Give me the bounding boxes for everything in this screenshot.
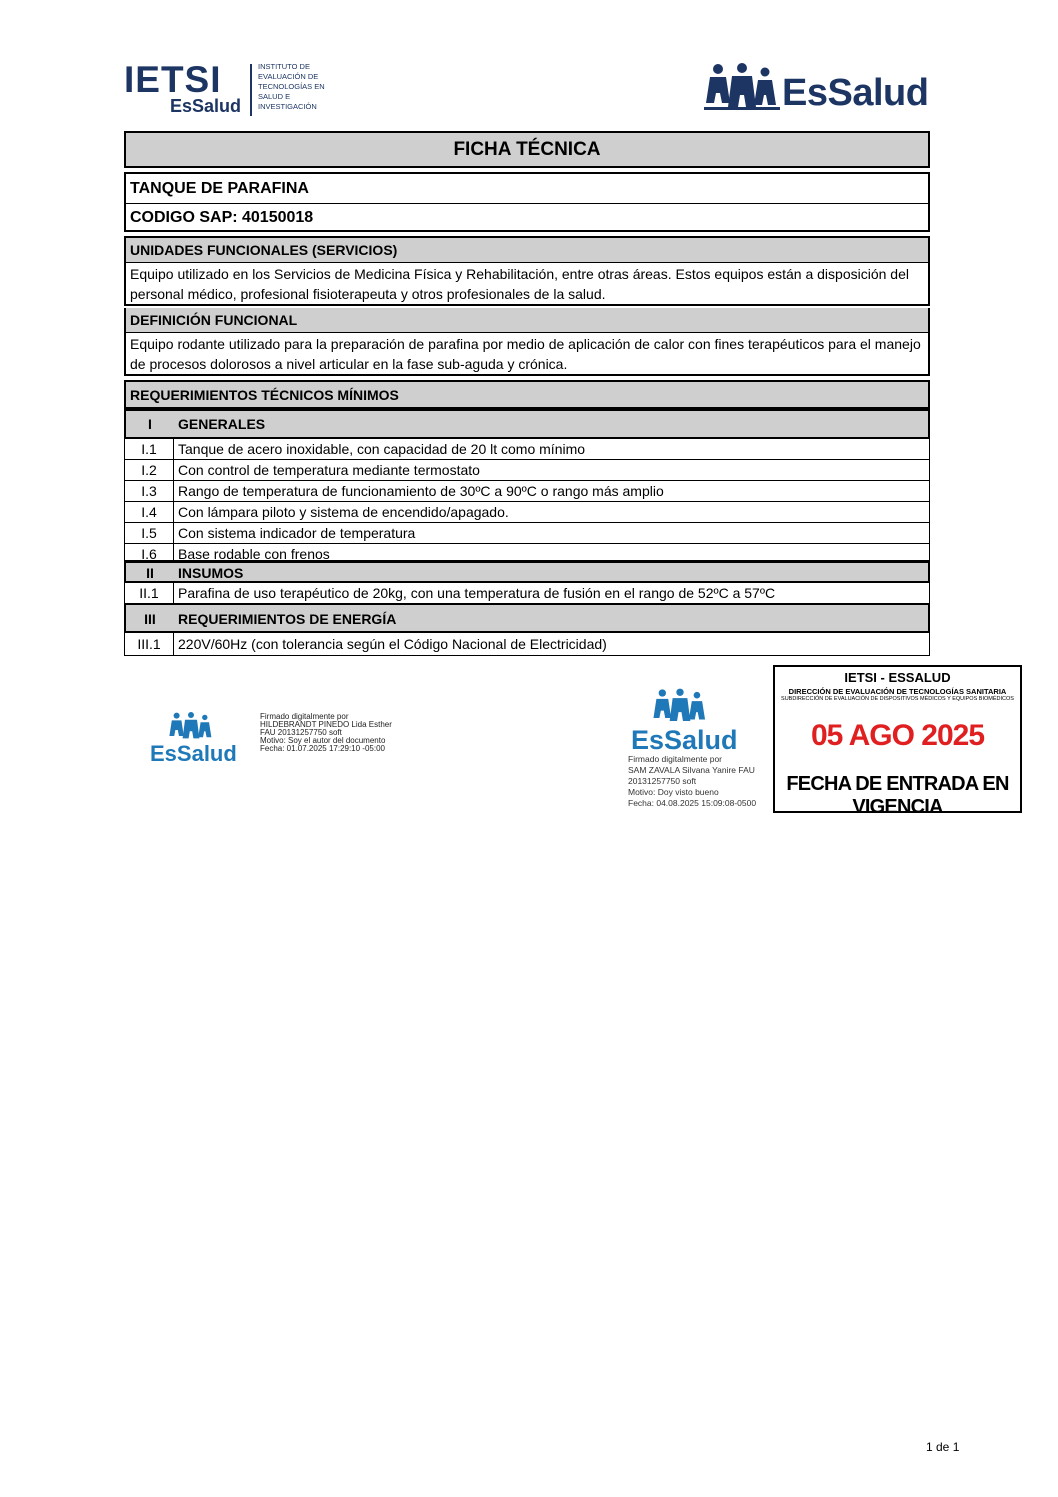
group-row-insumos xyxy=(124,561,930,583)
essalud-logo xyxy=(704,63,932,115)
signature-line: Motivo: Doy visto bueno xyxy=(628,787,719,797)
group-label: REQUERIMIENTOS DE ENERGÍA xyxy=(178,611,397,627)
ietsi-logo-subtitle xyxy=(258,62,358,112)
ietsi-logo xyxy=(124,59,354,118)
section-text: Equipo utilizado en los Servicios de Medicina Física y Rehabilitación, entre otras áreas. Estos equipos están a disposición del personal médico, profesional fisioterapeuta y otros profesionales de la salud. xyxy=(130,266,909,302)
ietsi-subtitle-line: EVALUACIÓN DE xyxy=(258,72,319,81)
item-number: I.4 xyxy=(141,504,157,520)
stamp-label: FECHA DE ENTRADA EN VIGENCIA xyxy=(786,773,1009,818)
item-text: Con control de temperatura mediante termostato xyxy=(178,462,480,478)
item-text: Tanque de acero inoxidable, con capacidad de 20 lt como mínimo xyxy=(178,441,586,457)
item-number: I.1 xyxy=(141,441,157,457)
digital-signature-2 xyxy=(628,754,768,809)
group-row-generales xyxy=(124,409,930,439)
item-number: I.6 xyxy=(141,546,157,561)
equipment-code: CODIGO SAP: 40150018 xyxy=(130,209,314,226)
item-text: Rango de temperatura de funcionamiento de 30ºC a 90ºC o rango más amplio xyxy=(178,483,664,499)
table-row xyxy=(124,583,930,604)
page-number: 1 de 1 xyxy=(926,1440,960,1454)
ietsi-subtitle-line: TECNOLOGÍAS EN xyxy=(258,82,325,91)
signature-line: 20131257750 soft xyxy=(628,776,697,786)
equipment-name: TANQUE DE PARAFINA xyxy=(130,180,309,197)
section-requerimientos-heading: REQUERIMIENTOS TÉCNICOS MÍNIMOS xyxy=(124,380,930,409)
group-label: GENERALES xyxy=(178,416,266,432)
signature-line: FAU 20131257750 soft xyxy=(260,728,342,737)
divider xyxy=(126,203,928,204)
item-text: 220V/60Hz (con tolerancia según el Código Nacional de Electricidad) xyxy=(178,636,607,652)
ietsi-logo-essalud: EsSalud xyxy=(170,96,242,116)
group-label: INSUMOS xyxy=(178,565,244,581)
table-row xyxy=(124,460,930,481)
item-text: Con sistema indicador de temperatura xyxy=(178,525,416,541)
signature-logo-word: EsSalud xyxy=(150,741,237,766)
table-row xyxy=(124,481,930,502)
document-title: FICHA TÉCNICA xyxy=(124,131,930,168)
stamp-subdireccion: SUBDIRECCIÓN DE EVALUACIÓN DE DISPOSITIVOS MÉDICOS Y EQUIPOS BIOMÉDICOS xyxy=(781,696,1014,702)
table-row xyxy=(124,523,930,544)
stamp-direccion: DIRECCIÓN DE EVALUACIÓN DE TECNOLOGÍAS SANITARIA xyxy=(788,687,1007,696)
ietsi-subtitle-line: SALUD E xyxy=(258,92,291,101)
signature-line: Fecha: 01.07.2025 17:29:10 -05:00 xyxy=(260,744,385,753)
table-row xyxy=(124,502,930,523)
signature-line: HILDEBRANDT PINEDO Lida Esther xyxy=(260,720,392,729)
group-row-energia xyxy=(124,603,930,633)
ietsi-logo-divider xyxy=(250,64,252,116)
family-figures-icon xyxy=(652,688,708,726)
item-text: Parafina de uso terapéutico de 20kg, con una temperatura de fusión en el rango de 52ºC a 57ºC xyxy=(178,585,776,601)
ietsi-logo-title: IETSI xyxy=(124,59,222,100)
section-heading: UNIDADES FUNCIONALES (SERVICIOS) xyxy=(126,238,928,263)
signature-essalud-logo xyxy=(148,712,237,768)
family-figures-icon xyxy=(704,63,780,113)
table-row xyxy=(124,544,930,561)
group-number: III xyxy=(144,611,156,627)
group-number: II xyxy=(146,565,154,581)
item-number: III.1 xyxy=(137,636,161,652)
stamp-date: 05 AGO 2025 xyxy=(811,719,984,752)
ietsi-subtitle-line: INSTITUTO DE xyxy=(258,62,310,71)
signature-line: Fecha: 04.08.2025 15:09:08-0500 xyxy=(628,798,757,808)
signature-logo-word: EsSalud xyxy=(631,725,738,755)
signature-line: Firmado digitalmente por xyxy=(628,754,723,764)
ietsi-subtitle-line: INVESTIGACIÓN xyxy=(258,102,317,111)
digital-signature-1 xyxy=(260,713,430,753)
item-text: Con lámpara piloto y sistema de encendido/apagado. xyxy=(178,504,509,520)
signature-line: Firmado digitalmente por xyxy=(260,712,349,721)
equipment-header xyxy=(124,172,930,232)
family-figures-icon xyxy=(168,712,214,742)
vigencia-stamp xyxy=(773,665,1022,818)
item-number: I.2 xyxy=(141,462,157,478)
group-number: I xyxy=(148,416,152,432)
item-number: I.5 xyxy=(141,525,157,541)
table-row xyxy=(124,439,930,460)
section-definicion-funcional xyxy=(124,308,930,376)
signature-line: SAM ZAVALA Silvana Yanire FAU xyxy=(628,765,755,775)
signature-line: Motivo: Soy el autor del documento xyxy=(260,736,386,745)
item-text: Base rodable con frenos xyxy=(178,546,330,561)
section-text: Equipo rodante utilizado para la preparación de parafina por medio de aplicación de calor con fines terapéuticos para el manejo de procesos dolorosos a nivel articular en la fase sub-aguda y crónica. xyxy=(130,336,921,372)
item-number: I.3 xyxy=(141,483,157,499)
essalud-logo-word: EsSalud xyxy=(782,72,929,114)
section-heading: DEFINICIÓN FUNCIONAL xyxy=(126,308,928,333)
item-number: II.1 xyxy=(139,585,159,601)
signature-essalud-logo xyxy=(628,688,738,755)
table-row xyxy=(124,633,930,656)
section-unidades-funcionales xyxy=(124,236,930,306)
stamp-org: IETSI - ESSALUD xyxy=(844,670,951,685)
